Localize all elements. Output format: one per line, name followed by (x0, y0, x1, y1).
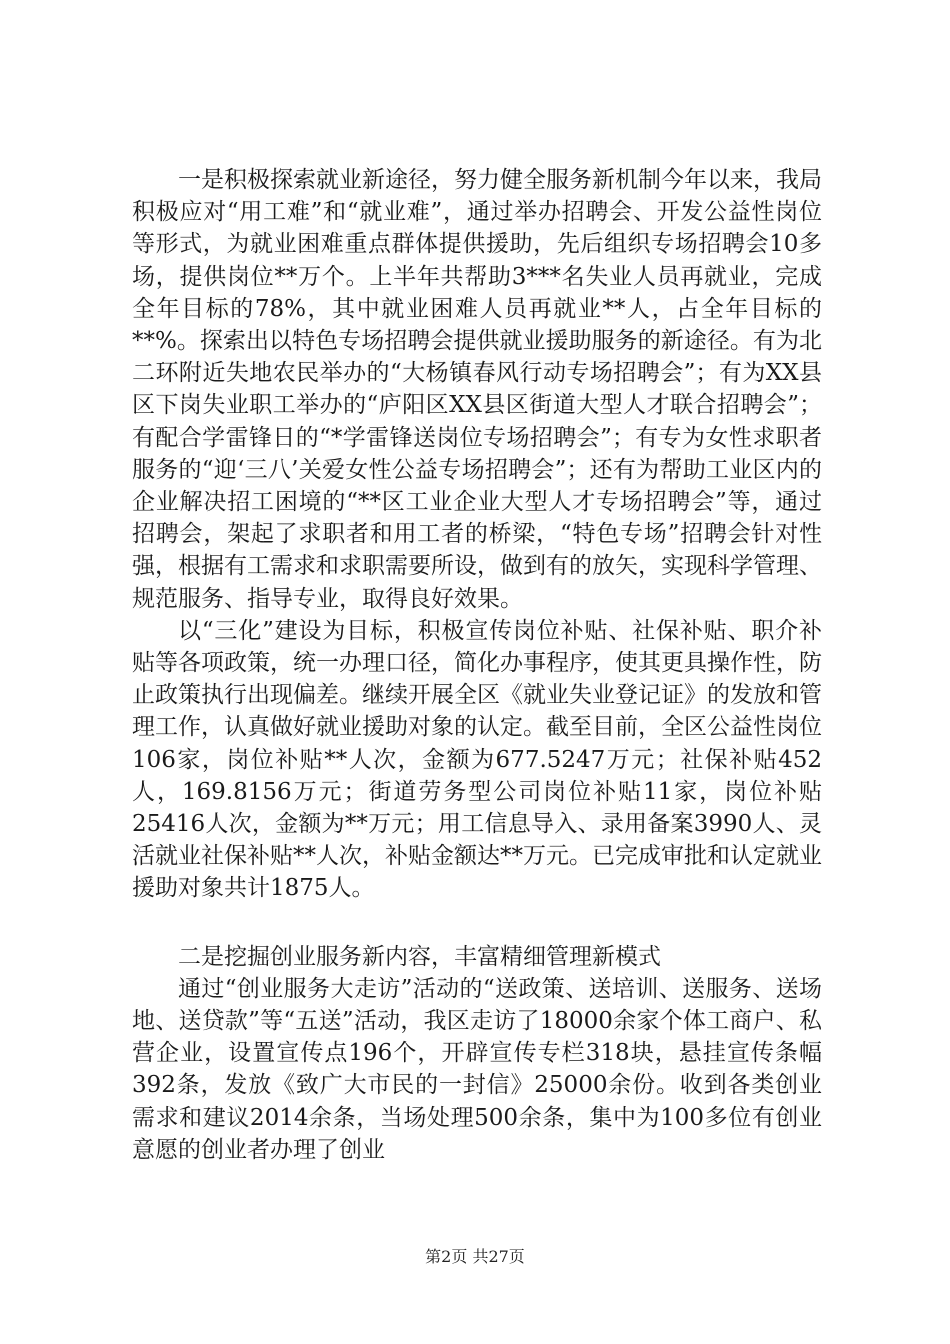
paragraph-entrepreneurship-visits: 通过“创业服务大走访”活动的“送政策、送培训、送服务、送场地、送贷款”等“五送”活动，我区走访了18000余家个体工商户、私营企业，设置宣传点196个，开辟宣传专栏318块，悬挂宣传条幅392条，发放《致广大市民的一封信》25000余份。收到各类创业需求和建议2014余条，当场处理500余条，集中为100多位有创业意愿的创业者办理了创业 (132, 975, 822, 1163)
section-spacer (132, 905, 822, 941)
paragraph-subsidy-policies: 以“三化”建设为目标，积极宣传岗位补贴、社保补贴、职介补贴等各项政策，统一办理口径，简化办事程序，使其更具操作性，防止政策执行出现偏差。继续开展全区《就业失业登记证》的发放和管理工作，认真做好就业援助对象的认定。截至目前，全区公益性岗位106家，岗位补贴**人次，金额为677.5247万元；社保补贴452人，169.8156万元；街道劳务型公司岗位补贴11家，岗位补贴25416人次，金额为**万元；用工信息导入、录用备案3990人、灵活就业社保补贴**人次，补贴金额达**万元。已完成审批和认定就业援助对象共计1875人。 (132, 617, 822, 902)
document-body (132, 164, 822, 1166)
section-heading-entrepreneurship: 二是挖掘创业服务新内容，丰富精细管理新模式 (178, 943, 661, 970)
page-footer: 第2页 共27页 (425, 1247, 525, 1266)
paragraph-employment-approaches: 一是积极探索就业新途径，努力健全服务新机制今年以来，我局积极应对“用工难”和“就业难”，通过举办招聘会、开发公益性岗位等形式，为就业困难重点群体提供援助，先后组织专场招聘会10多场，提供岗位**万个。上半年共帮助3***名失业人员再就业，完成全年目标的78%，其中就业困难人员再就业**人，占全年目标的**%。探索出以特色专场招聘会提供就业援助服务的新途径。有为北二环附近失地农民举办的“大杨镇春风行动专场招聘会”；有为XX县区下岗失业职工举办的“庐阳区XX县区街道大型人才联合招聘会”；有配合学雷锋日的“*学雷锋送岗位专场招聘会”；有专为女性求职者服务的“迎‘三八’关爱女性公益专场招聘会”；还有为帮助工业区内的企业解决招工困境的“**区工业企业大型人才专场招聘会”等，通过招聘会，架起了求职者和用工者的桥梁，“特色专场”招聘会针对性强，根据有工需求和求职需要所设，做到有的放矢，实现科学管理、规范服务、指导专业，取得良好效果。 (132, 167, 822, 612)
